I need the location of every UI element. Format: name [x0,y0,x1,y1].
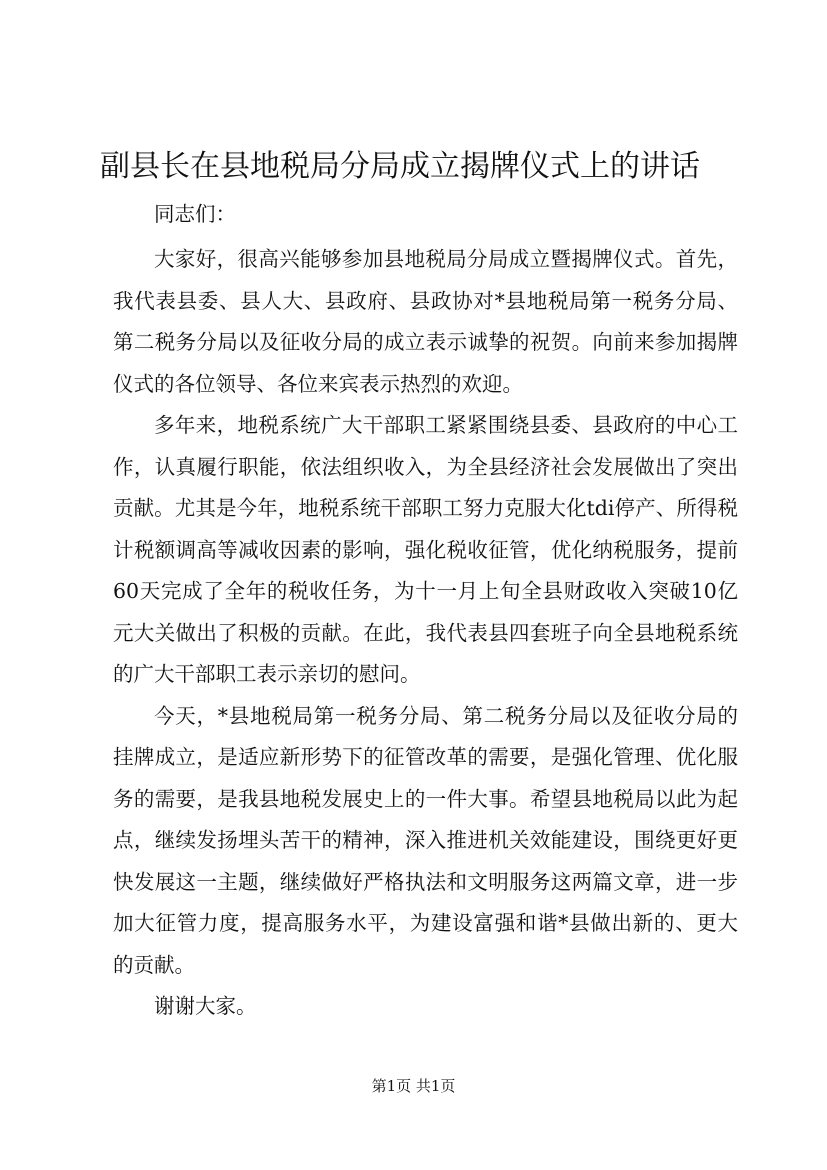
paragraph-1: 大家好，很高兴能够参加县地税局分局成立暨揭牌仪式。首先，我代表县委、县人大、县政府、县政协对*县地税局第一税务分局、第二税务分局以及征收分局的成立表示诚挚的祝贺。向前来参加揭牌仪式的各位领导、各位来宾表示热烈的欢迎。 [113,247,738,396]
page-number-footer: 第1页 共1页 [371,1077,456,1095]
paragraph-2: 多年来，地税系统广大干部职工紧紧围绕县委、县政府的中心工作，认真履行职能，依法组织收入，为全县经济社会发展做出了突出贡献。尤其是今年，地税系统干部职工努力克服大化tdi停产、所得税计税额调高等减收因素的影响，强化税收征管，优化纳税服务，提前60天完成了全年的税收任务，为十一月上旬全县财政收入突破10亿元大关做出了积极的贡献。在此，我代表县四套班子向全县地税系统的广大干部职工表示亲切的慰问。 [113,413,738,687]
document-body [113,198,738,1028]
paragraph-3: 今天，*县地税局第一税务分局、第二税务分局以及征收分局的挂牌成立，是适应新形势下的征管改革的需要，是强化管理、优化服务的需要，是我县地税发展史上的一件大事。希望县地税局以此为起点，继续发扬埋头苦干的精神，深入推进机关效能建设，围绕更好更快发展这一主题，继续做好严格执法和文明服务这两篇文章，进一步加大征管力度，提高服务水平，为建设富强和谐*县做出新的、更大的贡献。 [113,703,738,977]
closing-line: 谢谢大家。 [154,994,257,1019]
salutation: 同志们： [154,202,236,226]
document-title: 副县长在县地税局分局成立揭牌仪式上的讲话 [100,149,700,184]
